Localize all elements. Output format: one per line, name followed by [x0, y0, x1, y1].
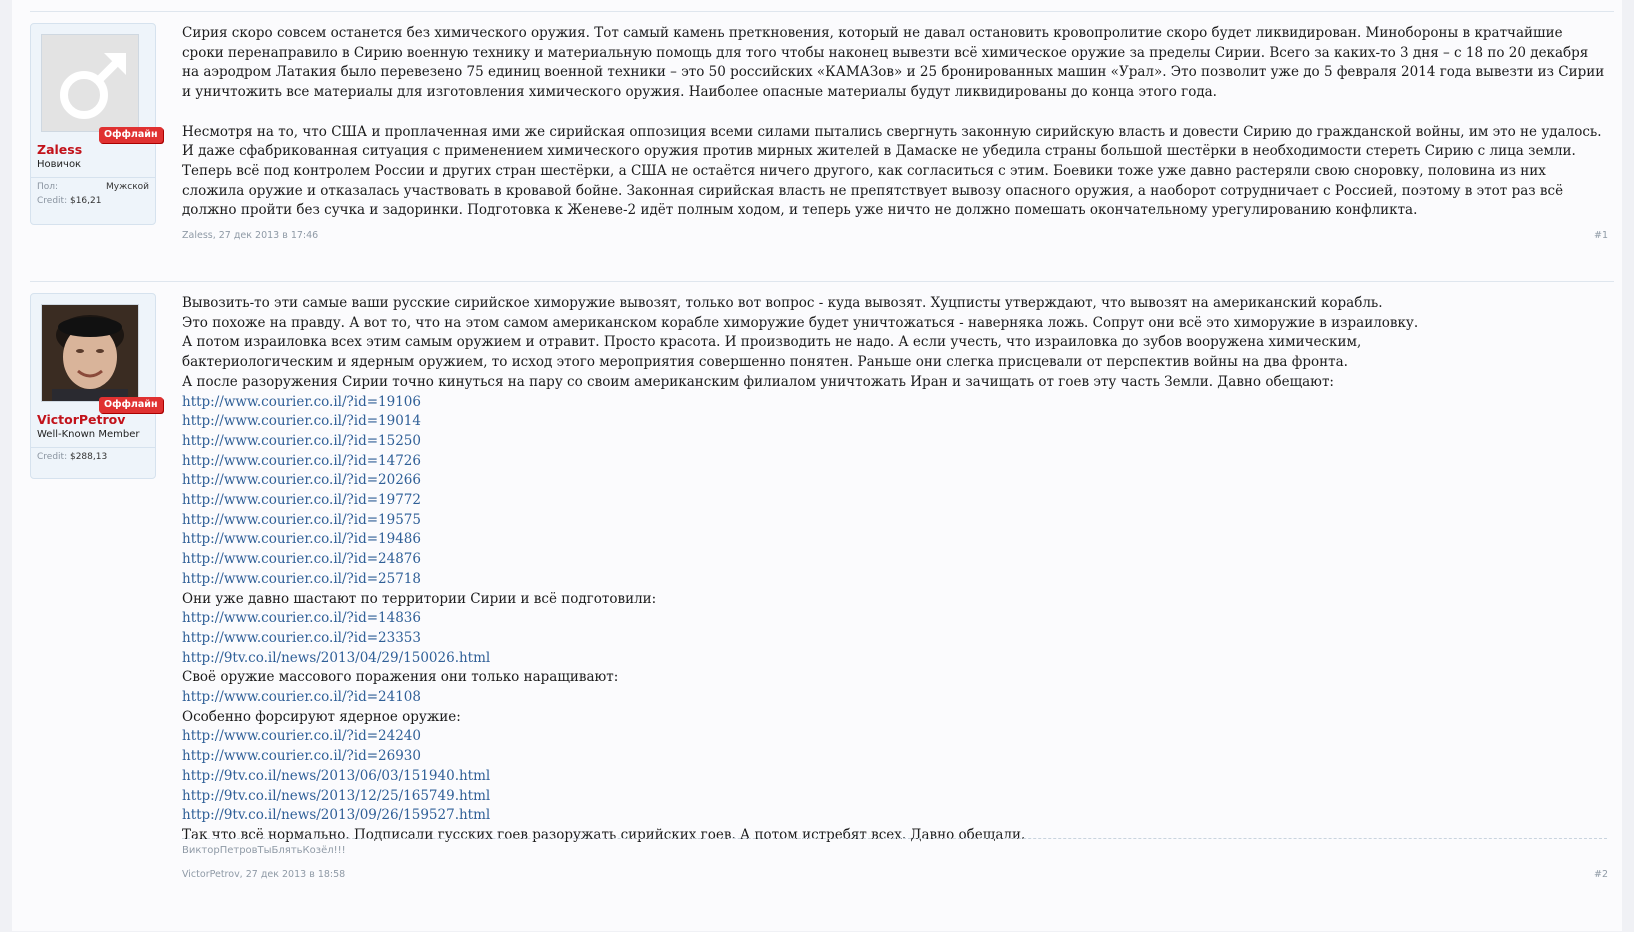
thread-page	[12, 0, 1622, 931]
message-body	[182, 294, 1607, 846]
user-title: Новичок	[37, 159, 82, 170]
post	[30, 281, 1614, 932]
offline-status-badge: Оффлайн	[99, 127, 163, 143]
avatar[interactable]	[41, 304, 139, 402]
user-extra-info	[31, 447, 155, 466]
external-link[interactable]: http://9tv.co.il/news/2013/06/03/151940.html	[182, 767, 491, 784]
user-photo-icon	[42, 305, 138, 401]
external-link[interactable]: http://www.courier.co.il/?id=19575	[182, 511, 421, 528]
male-avatar-icon	[42, 35, 138, 131]
external-link[interactable]: http://9tv.co.il/news/2013/12/25/165749.html	[182, 787, 491, 804]
external-link[interactable]: http://www.courier.co.il/?id=19014	[182, 413, 421, 430]
signature: ВикторПетровТыБлятьКозёл!!!	[182, 838, 1607, 856]
external-link[interactable]: http://www.courier.co.il/?id=24108	[182, 689, 421, 706]
post-meta[interactable]: VictorPetrov, 27 дек 2013 в 18:58	[182, 869, 346, 880]
username-link[interactable]: Zaless	[37, 142, 83, 157]
user-title: Well-Known Member	[37, 429, 140, 440]
message-line: Особенно форсируют ядерное оружие:	[182, 708, 461, 725]
external-link[interactable]: http://www.courier.co.il/?id=24876	[182, 551, 421, 568]
external-link[interactable]: http://9tv.co.il/news/2013/09/26/159527.html	[182, 807, 491, 824]
post-number-link[interactable]: #1	[1593, 230, 1608, 241]
external-link[interactable]: http://www.courier.co.il/?id=14726	[182, 452, 421, 469]
message-line: Так что всё нормально. Подписали гусских гоев разоружать сирийских гоев. А потом истребят всех. Давно обещали.	[182, 826, 1026, 843]
external-link[interactable]: http://www.courier.co.il/?id=15250	[182, 432, 421, 449]
external-link[interactable]: http://www.courier.co.il/?id=20266	[182, 472, 421, 489]
post	[30, 11, 1614, 267]
offline-status-badge: Оффлайн	[99, 397, 163, 413]
message-line: Вывозить-то эти самые ваши русские сирийское химоружие вывозят, только вот вопрос - куда вывозят. Хуцписты утверждают, что вывозят на американский корабль.	[182, 295, 1383, 311]
external-link[interactable]: http://www.courier.co.il/?id=25718	[182, 570, 421, 587]
message-paragraph: Несмотря на то, что США и проплаченная ими же сирийская оппозиция всеми силами пытались свергнуть законную сирийскую власть и довести Сирию до гражданской войны, им это не удалось. И даже сфабрикованная ситуация с применением химического оружия против мирных жителей в Дамаске не убедила страны большой шестёрки в необходимости стереть Сирию с лица земли. Теперь всё под контролем России и других стран шестёрки, а США не остаётся ничего другого, как согласиться с этим. Боевики тоже уже давно растеряли свою сноровку, половина из них сложила оружие и отказалась участвовать в кровавой бойне. Законная сирийская власть не препятствует вывозу опасного оружия, а наоборот сотрудничает с Россией, поэтому в этот раз всё должно пройти без сучка и задоринки. Подготовка к Женеве-2 идёт полным ходом, и теперь уже ничто не должно помешать окончательному урегулированию конфликта.	[182, 123, 1602, 219]
user-card	[30, 293, 156, 479]
post-meta[interactable]: Zaless, 27 дек 2013 в 17:46	[182, 230, 319, 241]
message-body	[182, 24, 1607, 221]
external-link[interactable]: http://www.courier.co.il/?id=26930	[182, 748, 421, 765]
external-link[interactable]: http://www.courier.co.il/?id=19772	[182, 492, 421, 509]
credit-row	[31, 196, 155, 210]
credit-label: Credit:	[37, 196, 68, 206]
external-link[interactable]: http://9tv.co.il/news/2013/04/29/150026.html	[182, 649, 491, 666]
username-link[interactable]: VictorPetrov	[37, 412, 126, 427]
external-link[interactable]: http://www.courier.co.il/?id=23353	[182, 629, 421, 646]
user-extra-info	[31, 177, 155, 210]
credit-value: $16,21	[69, 196, 102, 206]
message-line: Они уже давно шастают по территории Сирии и всё подготовили:	[182, 590, 657, 607]
external-link[interactable]: http://www.courier.co.il/?id=19486	[182, 531, 421, 548]
message-paragraph: Сирия скоро совсем останется без химического оружия. Тот самый камень преткновения, который не давал остановить кровопролитие скоро будет ликвидирован. Минобороны в кратчайшие сроки перенаправило в Сирию военную технику и материальную помощь для того чтобы наконец вывезти всё химическое оружие за пределы Сирии. Всего за каких-то 3 дня – с 18 по 20 декабря на аэродром Латакия было перевезено 75 единиц военной техники – это 50 российских «КАМАЗов» и 25 бронированных машин «Урал». Это позволит уже до 5 февраля 2014 года вывезти из Сирии и уничтожить все материалы для изготовления химического оружия. Наиболее опасные материалы будут ликвидированы до конца этого года.	[182, 25, 1605, 101]
message-line: Своё оружие массового поражения они только наращивают:	[182, 669, 619, 686]
gender-label: Пол:	[37, 182, 59, 192]
post-number-link[interactable]: #2	[1593, 869, 1608, 880]
credit-row	[31, 452, 155, 466]
external-link[interactable]: http://www.courier.co.il/?id=24240	[182, 728, 421, 745]
message-line: А после разоружения Сирии точно кинуться на пару со своим американским филиалом уничтожать Иран и зачищать от гоев эту часть Земли. Давно обещают:	[182, 373, 1334, 390]
gender-value: Мужской	[106, 182, 149, 192]
credit-label: Credit:	[37, 452, 68, 462]
external-link[interactable]: http://www.courier.co.il/?id=19106	[182, 393, 421, 410]
message-line: А потом израиловка всех этим самым оружием и отравит. Просто красота. И производить не надо. А если учесть, что израиловка до зубов вооружена химическим,	[182, 334, 1362, 351]
user-card	[30, 23, 156, 225]
gender-row	[31, 182, 155, 196]
avatar[interactable]	[41, 34, 139, 132]
message-line: Это похоже на правду. А вот то, что на этом самом американском корабле химоружие будет уничтожаться - наверняка ложь. Сопрут они всё это химоружие в израиловку.	[182, 314, 1419, 331]
external-link[interactable]: http://www.courier.co.il/?id=14836	[182, 610, 421, 627]
credit-value: $288,13	[69, 452, 108, 462]
message-line: бактериологическим и ядерным оружием, то исход этого мероприятия совершенно понятен. Раньше они слегка присцевали от перспектив войны на два фронта.	[182, 354, 1348, 371]
